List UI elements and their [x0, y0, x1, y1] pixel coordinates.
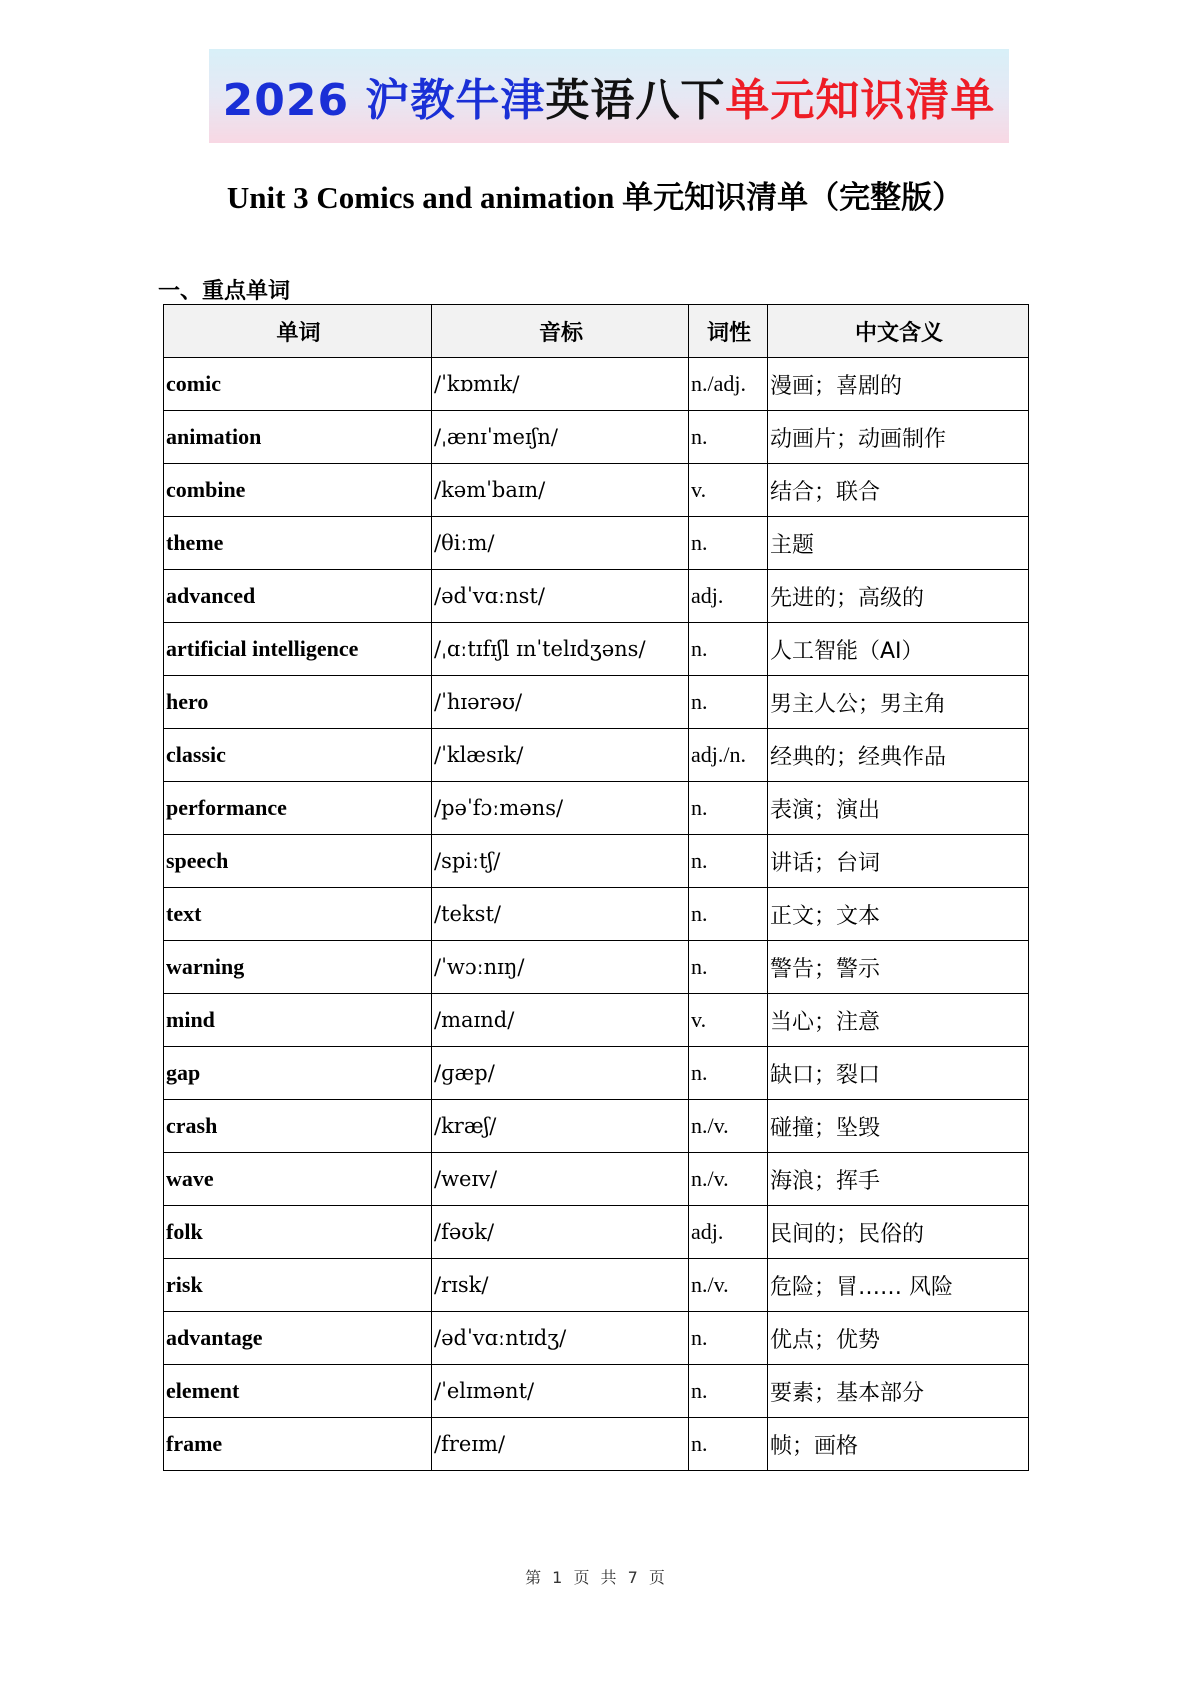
phonetic-cell: /ədˈvɑːntɪdʒ/: [432, 1312, 689, 1365]
part-of-speech-cell: v.: [689, 994, 768, 1047]
meaning-cell: 帧；画格: [768, 1418, 1029, 1471]
word-cell: text: [164, 888, 432, 941]
table-row: [164, 782, 1029, 835]
part-of-speech-cell: v.: [689, 464, 768, 517]
word-cell: speech: [164, 835, 432, 888]
part-of-speech-cell: n.: [689, 623, 768, 676]
table-row: [164, 358, 1029, 411]
meaning-cell: 海浪；挥手: [768, 1153, 1029, 1206]
word-cell: gap: [164, 1047, 432, 1100]
word-cell: wave: [164, 1153, 432, 1206]
document-title: Unit 3 Comics and animation 单元知识清单（完整版）: [226, 180, 964, 215]
meaning-cell: 正文；文本: [768, 888, 1029, 941]
table-row: [164, 1047, 1029, 1100]
table-row: [164, 676, 1029, 729]
part-of-speech-cell: adj.: [689, 1206, 768, 1259]
phonetic-cell: /freɪm/: [432, 1418, 689, 1471]
word-cell: performance: [164, 782, 432, 835]
part-of-speech-cell: n./v.: [689, 1153, 768, 1206]
word-cell: advantage: [164, 1312, 432, 1365]
phonetic-cell: /ˈwɔːnɪŋ/: [432, 941, 689, 994]
table-row: [164, 623, 1029, 676]
word-cell: comic: [164, 358, 432, 411]
word-cell: folk: [164, 1206, 432, 1259]
meaning-cell: 表演；演出: [768, 782, 1029, 835]
part-of-speech-cell: n.: [689, 835, 768, 888]
part-of-speech-cell: n.: [689, 782, 768, 835]
meaning-cell: 讲话；台词: [768, 835, 1029, 888]
meaning-cell: 动画片；动画制作: [768, 411, 1029, 464]
banner-part-checklist: 单元知识清单: [725, 75, 996, 126]
part-of-speech-cell: n.: [689, 411, 768, 464]
part-of-speech-cell: n.: [689, 1047, 768, 1100]
word-cell: warning: [164, 941, 432, 994]
phonetic-cell: /tekst/: [432, 888, 689, 941]
meaning-cell: 先进的；高级的: [768, 570, 1029, 623]
word-cell: frame: [164, 1418, 432, 1471]
table-row: [164, 411, 1029, 464]
part-of-speech-cell: n./v.: [689, 1100, 768, 1153]
word-cell: crash: [164, 1100, 432, 1153]
phonetic-cell: /θiːm/: [432, 517, 689, 570]
word-cell: advanced: [164, 570, 432, 623]
part-of-speech-cell: n.: [689, 676, 768, 729]
table-row: [164, 888, 1029, 941]
word-cell: risk: [164, 1259, 432, 1312]
meaning-cell: 当心；注意: [768, 994, 1029, 1047]
word-cell: classic: [164, 729, 432, 782]
phonetic-cell: /kəmˈbaɪn/: [432, 464, 689, 517]
meaning-cell: 民间的；民俗的: [768, 1206, 1029, 1259]
table-row: [164, 1206, 1029, 1259]
phonetic-cell: /ˈkɒmɪk/: [432, 358, 689, 411]
table-row: [164, 1259, 1029, 1312]
table-row: [164, 517, 1029, 570]
word-cell: artificial intelligence: [164, 623, 432, 676]
phonetic-cell: /maɪnd/: [432, 994, 689, 1047]
banner-part-subject: 英语八下: [545, 75, 726, 126]
meaning-cell: 要素；基本部分: [768, 1365, 1029, 1418]
column-header-phonetic: 音标: [432, 305, 689, 358]
meaning-cell: 经典的；经典作品: [768, 729, 1029, 782]
phonetic-cell: /ˈhɪərəʊ/: [432, 676, 689, 729]
table-row: [164, 1153, 1029, 1206]
meaning-cell: 危险；冒…… 风险: [768, 1259, 1029, 1312]
meaning-cell: 缺口；裂口: [768, 1047, 1029, 1100]
word-cell: combine: [164, 464, 432, 517]
phonetic-cell: /fəʊk/: [432, 1206, 689, 1259]
part-of-speech-cell: n.: [689, 941, 768, 994]
word-cell: hero: [164, 676, 432, 729]
table-row: [164, 570, 1029, 623]
table-row: [164, 1365, 1029, 1418]
word-cell: theme: [164, 517, 432, 570]
header-banner: [209, 49, 1009, 143]
meaning-cell: 结合；联合: [768, 464, 1029, 517]
meaning-cell: 男主人公；男主角: [768, 676, 1029, 729]
table-row: [164, 1418, 1029, 1471]
phonetic-cell: /ədˈvɑːnst/: [432, 570, 689, 623]
table-row: [164, 835, 1029, 888]
meaning-cell: 人工智能（AI）: [768, 623, 1029, 676]
meaning-cell: 优点；优势: [768, 1312, 1029, 1365]
vocabulary-table: [163, 304, 1029, 1471]
column-header-part-of-speech: 词性: [689, 305, 768, 358]
word-cell: mind: [164, 994, 432, 1047]
meaning-cell: 警告；警示: [768, 941, 1029, 994]
phonetic-cell: /pəˈfɔːməns/: [432, 782, 689, 835]
phonetic-cell: /ɡæp/: [432, 1047, 689, 1100]
section-heading-key-words: 一、重点单词: [158, 279, 291, 304]
part-of-speech-cell: n.: [689, 1418, 768, 1471]
table-row: [164, 1312, 1029, 1365]
phonetic-cell: /ˌɑːtɪfɪʃl ɪnˈtelɪdʒəns/: [432, 623, 689, 676]
word-cell: animation: [164, 411, 432, 464]
part-of-speech-cell: n.: [689, 1365, 768, 1418]
meaning-cell: 碰撞；坠毁: [768, 1100, 1029, 1153]
table-row: [164, 941, 1029, 994]
word-cell: element: [164, 1365, 432, 1418]
phonetic-cell: /rɪsk/: [432, 1259, 689, 1312]
phonetic-cell: /kræʃ/: [432, 1100, 689, 1153]
phonetic-cell: /weɪv/: [432, 1153, 689, 1206]
phonetic-cell: /ˌænɪˈmeɪʃn/: [432, 411, 689, 464]
part-of-speech-cell: adj.: [689, 570, 768, 623]
page-number-footer: 第 1 页 共 7 页: [525, 1568, 665, 1587]
part-of-speech-cell: n./v.: [689, 1259, 768, 1312]
banner-part-year-publisher: 2026 沪教牛津: [222, 75, 546, 126]
meaning-cell: 漫画；喜剧的: [768, 358, 1029, 411]
meaning-cell: 主题: [768, 517, 1029, 570]
part-of-speech-cell: n./adj.: [689, 358, 768, 411]
part-of-speech-cell: n.: [689, 517, 768, 570]
part-of-speech-cell: n.: [689, 888, 768, 941]
column-header-chinese-meaning: 中文含义: [768, 305, 1029, 358]
phonetic-cell: /spiːtʃ/: [432, 835, 689, 888]
part-of-speech-cell: adj./n.: [689, 729, 768, 782]
column-header-word: 单词: [164, 305, 432, 358]
table-row: [164, 729, 1029, 782]
table-header-row: [164, 305, 1029, 358]
table-row: [164, 464, 1029, 517]
vocabulary-table-body: [164, 358, 1029, 1471]
phonetic-cell: /ˈelɪmənt/: [432, 1365, 689, 1418]
part-of-speech-cell: n.: [689, 1312, 768, 1365]
phonetic-cell: /ˈklæsɪk/: [432, 729, 689, 782]
table-row: [164, 994, 1029, 1047]
table-row: [164, 1100, 1029, 1153]
